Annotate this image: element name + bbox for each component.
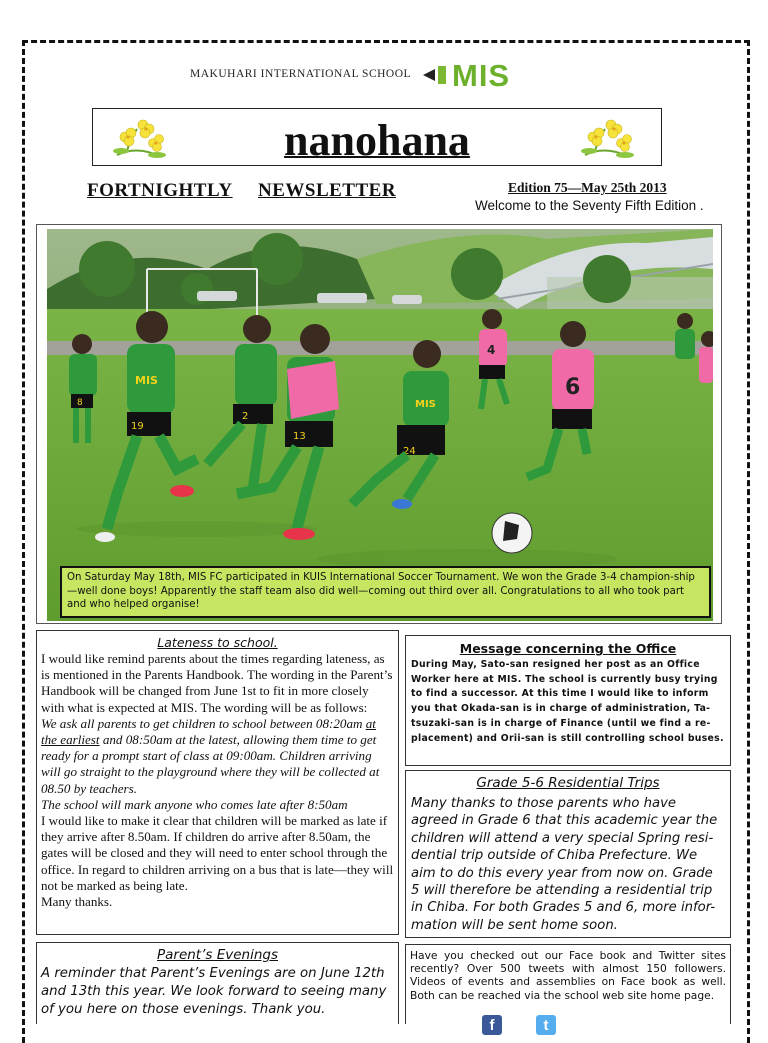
lateness-intro: I would like remind parents about the times regarding lateness, as is mentioned in the Parents Handbook. The wording in the Parent’s Handbook will be changed from June 1st to fit in more closely with what is expected at MIS. The wording will be as follows: [41, 651, 393, 715]
svg-text:13: 13 [293, 431, 306, 442]
twitter-icon[interactable]: t [536, 1015, 556, 1035]
soccer-photo [47, 229, 713, 621]
facebook-icon[interactable]: f [482, 1015, 502, 1035]
mis-logo: MIS [452, 58, 511, 93]
lateness-quote-a: We ask all parents to get children to school between 08:20am [41, 715, 366, 731]
masthead-box [92, 108, 662, 166]
svg-text:4: 4 [487, 343, 496, 357]
residential-trips-heading: Grade 5-6 Residential Trips [476, 775, 660, 791]
svg-text:6: 6 [565, 375, 581, 400]
newsletter-title: nanohana [284, 116, 470, 165]
soccer-photo-frame [36, 224, 722, 624]
svg-text:MIS: MIS [415, 399, 436, 410]
svg-text:MIS: MIS [135, 374, 158, 387]
lateness-quote-b: at the earliest [41, 715, 376, 748]
social-media-article [405, 944, 731, 1034]
residential-trips-article [405, 770, 731, 938]
lateness-detail: I would like to make it clear that children will be marked as late if they arrive after 8.50am. If children do arrive after 8.50am, the gates will be closed and they will need to enter school through the office. In regard to children arriving on a bus that is late—they will not be marked as being late. [41, 813, 394, 893]
parents-evening-article [36, 942, 399, 1024]
school-logo-bar [190, 58, 560, 93]
parents-evening-heading: Parent’s Evenings [156, 947, 279, 963]
residential-trips-body: Many thanks to those parents who have agreed in Grade 6 that this academic year the children will attend a very special Spring resi-dential trip outside of Chiba Prefecture. We aim to do this every year from now on. Grade 5 will therefore be attending a residential trip in Chiba. For both Grades 5 and 6, more infor-mation will be sent home soon. [411, 796, 718, 933]
photo-caption: On Saturday May 18th, MIS FC participated in KUIS International Soccer Tournament. We won the Grade 3-4 champion-ship—well done boys! Apparently the staff team also did well—coming out third over all. Congratulations to all who took part and who helped organise! [60, 566, 711, 618]
welcome-line: Welcome to the Seventy Fifth Edition . [475, 198, 704, 213]
svg-text:2: 2 [242, 411, 249, 422]
lateness-thanks: Many thanks. [41, 894, 113, 910]
svg-text:24: 24 [403, 446, 416, 457]
office-article [405, 635, 731, 766]
subtitle-fortnightly: FORTNIGHTLY [87, 180, 233, 201]
parents-evening-body: A reminder that Parent’s Evenings are on June 12th and 13th this year. We look forward to seeing many of you here on those evenings. Thank you. [41, 966, 387, 1017]
subtitle-newsletter: NEWSLETTER [258, 180, 397, 201]
lateness-quote-d: The school will mark anyone who comes late after 8:50am [41, 796, 348, 812]
edition-label: Edition 75—May 25th 2013 [508, 180, 667, 195]
svg-text:19: 19 [131, 421, 144, 432]
lateness-article [36, 630, 399, 935]
rapeseed-flower-icon [575, 115, 645, 161]
lateness-heading: Lateness to school. [157, 635, 278, 650]
school-name: MAKUHARI INTERNATIONAL SCHOOL [190, 68, 412, 80]
social-media-body: Have you checked out our Face book and Twitter sites recently? Over 500 tweets with almost 150 followers. Videos of events and assemblies on Face book as well. Both can be reached via the school web site home page. [410, 949, 726, 1002]
lateness-quote-c: and 08:50am at the latest, allowing them time to get ready for a prompt start of class at 09:00am. Children arriving will go straight to the playground where they will be collected at 08.50 by teachers. [41, 732, 380, 796]
svg-text:8: 8 [77, 398, 83, 408]
lateness-body [37, 650, 398, 910]
logo-arrow-icon [423, 69, 435, 81]
office-heading: Message concerning the Office [459, 641, 677, 656]
logo-bar-icon [438, 66, 446, 84]
office-body: During May, Sato-san resigned her post as an Office Worker here at MIS. The school is currently busy trying to find a successor. At this time I would like to inform you that Okada-san is in charge of administration, Ta-tsuzaki-san is in charge of Finance (until we find a re-placement) and Orii-san is still controlling school buses. [411, 659, 724, 744]
